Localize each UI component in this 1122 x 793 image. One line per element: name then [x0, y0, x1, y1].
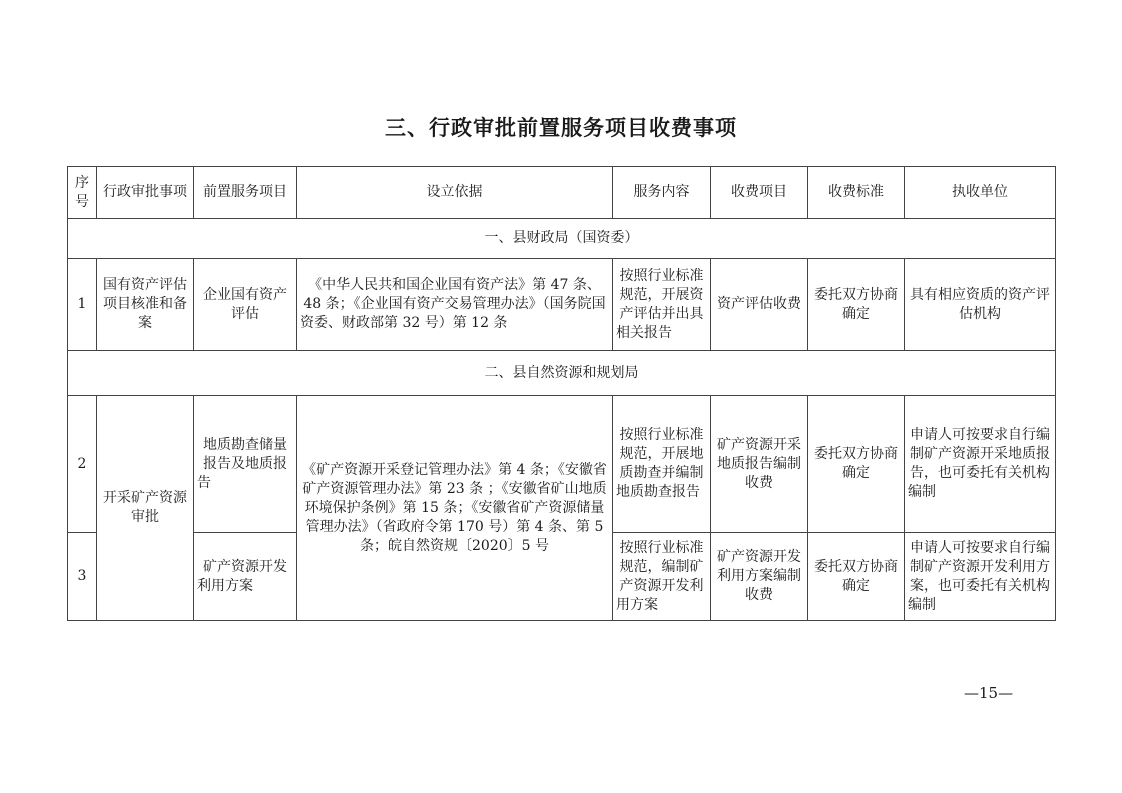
cell-seq: 1 [68, 259, 97, 351]
page-title: 三、行政审批前置服务项目收费事项 [385, 116, 737, 140]
cell-basis: 《矿产资源开采登记管理办法》第 4 条；《安徽省矿产资源管理办法》第 23 条 ；《安徽省矿山地质环境保护条例》第 15 条；《安徽省矿产资源储量管理办法》（省政府令第 170 号）第 4 条、第 5 条；皖自然资规〔2020〕5 号 [297, 396, 613, 621]
section-title: 二、县自然资源和规划局 [68, 351, 1056, 396]
cell-fee-standard: 委托双方协商确定 [808, 396, 905, 533]
header-row [68, 167, 1056, 219]
cell-collector: 申请人可按要求自行编制矿产资源开采地质报告，也可委托有关机构编制 [905, 396, 1056, 533]
section-row [68, 351, 1056, 396]
header-seq: 序号 [68, 167, 97, 219]
cell-basis: 《中华人民共和国企业国有资产法》第 47 条、48 条；《企业国有资产交易管理办法》（国务院国资委、财政部第 32 号）第 12 条 [297, 259, 613, 351]
cell-service: 企业国有资产评估 [194, 259, 297, 351]
cell-content: 按照行业标准规范，开展资产评估并出具相关报告 [613, 259, 711, 351]
cell-approval: 开采矿产资源审批 [97, 396, 194, 621]
header-content: 服务内容 [613, 167, 711, 219]
cell-fee-standard: 委托双方协商确定 [808, 533, 905, 621]
section-row [68, 219, 1056, 259]
cell-seq: 2 [68, 396, 97, 533]
header-basis: 设立依据 [297, 167, 613, 219]
cell-collector: 申请人可按要求自行编制矿产资源开发利用方案，也可委托有关机构编制 [905, 533, 1056, 621]
section-title: 一、县财政局（国资委） [68, 219, 1056, 259]
header-fee-standard: 收费标准 [808, 167, 905, 219]
fee-table [67, 166, 1056, 621]
cell-service: 矿产资源开发利用方案 [194, 533, 297, 621]
cell-service: 地质勘查储量报告及地质报告 [194, 396, 297, 533]
header-collector: 执收单位 [905, 167, 1056, 219]
cell-collector: 具有相应资质的资产评估机构 [905, 259, 1056, 351]
header-approval: 行政审批事项 [97, 167, 194, 219]
cell-fee-item: 矿产资源开发利用方案编制收费 [711, 533, 808, 621]
cell-fee-standard: 委托双方协商确定 [808, 259, 905, 351]
header-fee-item: 收费项目 [711, 167, 808, 219]
cell-fee-item: 矿产资源开采地质报告编制收费 [711, 396, 808, 533]
cell-content: 按照行业标准规范，开展地质勘查并编制地质勘查报告 [613, 396, 711, 533]
cell-content: 按照行业标准规范，编制矿产资源开发利用方案 [613, 533, 711, 621]
table-row [68, 259, 1056, 351]
cell-approval: 国有资产评估项目核准和备案 [97, 259, 194, 351]
cell-fee-item: 资产评估收费 [711, 259, 808, 351]
table-row [68, 396, 1056, 533]
cell-seq: 3 [68, 533, 97, 621]
header-service: 前置服务项目 [194, 167, 297, 219]
page-number: —15— [964, 684, 1014, 702]
